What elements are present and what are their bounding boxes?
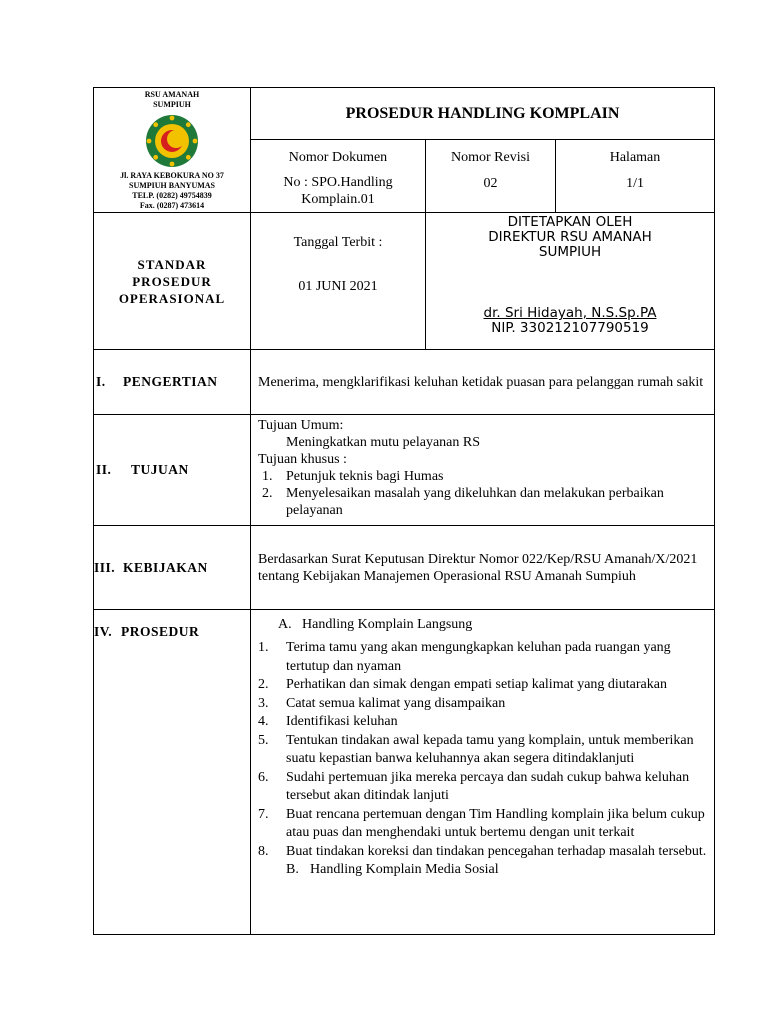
kebijakan-text: Berdasarkan Surat Keputusan Direktur Nomor 022/Kep/RSU Amanah/X/2021 tentang Kebijakan Manajemen Operasional RSU Amanah Sumpiuh (251, 526, 715, 610)
ditetapkan-line1: DITETAPKAN OLEH (507, 214, 633, 230)
spo-document-table (93, 87, 715, 935)
ditetapkan-line2: DIREKTUR RSU AMANAH (488, 229, 652, 245)
section-pengertian-label (94, 350, 251, 415)
section-kebijakan-label (94, 526, 251, 610)
tujuan-umum-label: Tujuan Umum: (258, 418, 344, 433)
standar-line1: STANDAR (137, 256, 207, 272)
hospital-logo (145, 114, 199, 168)
sub-a-letter: A. (278, 617, 292, 632)
item-text: Buat tindakan koreksi dan tindakan pencegahan terhadap masalah tersebut. (286, 843, 707, 859)
list-item (258, 639, 708, 676)
list-item (258, 806, 708, 843)
item-text: Tentukan tindakan awal kepada tamu yang komplain, untuk memberikan suatu kepastian banwa keluhannya akan segera ditindaklanjuti (286, 732, 694, 766)
section-title: KEBIJAKAN (123, 559, 208, 575)
hospital-name-line1: RSU AMANAH (144, 90, 200, 99)
item-text: Catat semua kalimat yang disampaikan (286, 695, 506, 711)
prosedur-content (251, 610, 715, 935)
tujuan-content (251, 415, 715, 526)
direktur-nip: NIP. 330212107790519 (491, 320, 649, 336)
tanggal-terbit-value: 01 JUNI 2021 (298, 279, 378, 294)
nomor-dokumen-value: No : SPO.Handling Komplain.01 (283, 175, 393, 207)
section-prosedur-label (94, 610, 251, 935)
list-item (258, 732, 708, 769)
list-item (258, 485, 708, 519)
pengertian-text: Menerima, mengklarifikasi keluhan ketidak puasan para pelanggan rumah sakit (251, 350, 715, 415)
section-title: PROSEDUR (121, 624, 200, 639)
list-item (258, 843, 708, 862)
sub-b-title: Handling Komplain Media Sosial (310, 862, 499, 877)
sub-b-letter: B. (286, 862, 299, 877)
section-tujuan-label (94, 415, 251, 526)
item-number: 5. (258, 732, 269, 748)
address-line1: Jl. RAYA KEBOKURA NO 37 (120, 171, 224, 180)
item-number: 8. (258, 843, 269, 859)
list-item (258, 769, 708, 806)
standar-line2: PROSEDUR (132, 273, 212, 289)
document-title: PROSEDUR HANDLING KOMPLAIN (251, 88, 715, 140)
ditetapkan-cell (426, 213, 715, 350)
nomor-dokumen-cell (251, 140, 426, 213)
list-item (258, 468, 708, 485)
tanggal-terbit-label: Tanggal Terbit : (293, 235, 383, 250)
prosedur-sub-a (258, 616, 708, 633)
item-number: 6. (258, 769, 269, 785)
tanggal-terbit-cell (251, 213, 426, 350)
fax-line: Fax. (0287) 473614 (139, 201, 205, 210)
telp-line: TELP. (0282) 49754839 (132, 191, 212, 200)
tujuan-umum-text: Meningkatkan mutu pelayanan RS (286, 435, 481, 450)
ditetapkan-line3: SUMPIUH (538, 244, 602, 260)
item-text: Terima tamu yang akan mengungkapkan keluhan pada ruangan yang tertutup dan nyaman (286, 640, 671, 674)
nomor-revisi-value: 02 (483, 176, 498, 191)
address-line2: SUMPIUH BANYUMAS (129, 181, 215, 190)
nomor-revisi-cell (426, 140, 556, 213)
item-text: Buat rencana pertemuan dengan Tim Handling komplain jika belum cukup atau puas dan menghendaki untuk bertemu dengan unit terkait (286, 806, 705, 840)
item-number: 2. (258, 677, 269, 692)
item-number: 1. (262, 469, 273, 484)
hospital-logo-icon (145, 114, 199, 168)
tujuan-khusus-list (258, 468, 708, 519)
prosedur-sub-b (258, 861, 708, 878)
section-number: II. (96, 462, 112, 477)
item-text: Perhatikan dan simak dengan empati setiap kalimat yang diutarakan (286, 677, 667, 692)
halaman-label: Halaman (609, 150, 661, 165)
item-number: 1. (258, 640, 269, 655)
halaman-value: 1/1 (626, 176, 644, 191)
nomor-dokumen-label: Nomor Dokumen (288, 150, 388, 165)
prosedur-steps-list (258, 639, 708, 861)
item-text: Identifikasi keluhan (286, 714, 398, 729)
section-number: I. (96, 374, 106, 389)
item-number: 7. (258, 806, 269, 822)
standar-prosedur-cell (94, 213, 251, 350)
tujuan-khusus-label: Tujuan khusus : (258, 452, 347, 467)
list-item (258, 713, 708, 732)
hospital-name-line2: SUMPIUH (153, 100, 191, 109)
item-number: 3. (258, 695, 269, 711)
section-title: PENGERTIAN (123, 374, 218, 389)
list-item (258, 695, 708, 714)
section-title: TUJUAN (131, 462, 189, 477)
item-text: Sudahi pertemuan jika mereka percaya dan sudah cukup bahwa keluhan tersebut akan ditindak lanjuti (286, 769, 690, 803)
list-item (258, 676, 708, 695)
item-text: Petunjuk teknis bagi Humas (286, 469, 444, 484)
hospital-info-cell (94, 88, 251, 213)
nomor-revisi-label: Nomor Revisi (451, 150, 530, 165)
direktur-name: dr. Sri Hidayah, N.S.Sp.PA (483, 305, 657, 321)
standar-line3: OPERASIONAL (118, 290, 226, 306)
item-number: 4. (258, 714, 269, 729)
item-text: Menyelesaikan masalah yang dikeluhkan dan melakukan perbaikan pelayanan (286, 486, 664, 518)
section-number: III. (94, 559, 116, 575)
halaman-cell (556, 140, 715, 213)
item-number: 2. (262, 486, 273, 501)
sub-a-title: Handling Komplain Langsung (302, 617, 473, 632)
section-number: IV. (94, 624, 113, 639)
